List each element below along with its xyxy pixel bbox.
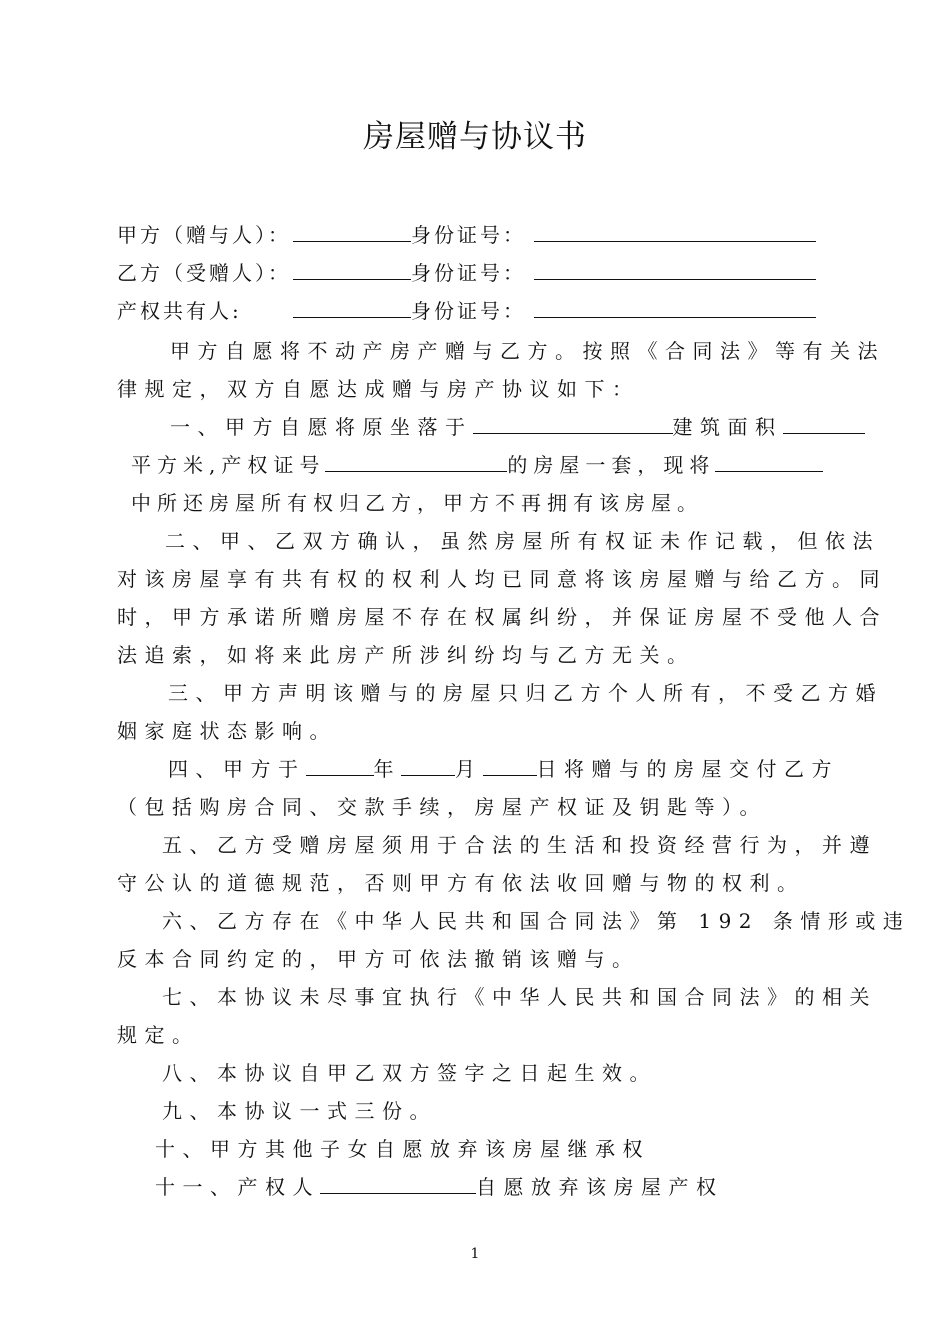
party-a-label: 甲方（赠与人）： — [117, 223, 291, 247]
clause-1-part-b: 建筑面积 — [672, 415, 783, 439]
clause-2-line-1: 二、甲、乙双方确认，虽然房屋所有权证未作记载，但依法 — [165, 529, 880, 553]
party-a-name-blank[interactable] — [293, 219, 411, 242]
clause-10: 十、甲方其他子女自愿放弃该房屋继承权 — [155, 1137, 650, 1161]
clause-3-line-2: 姻家庭状态影响。 — [117, 719, 337, 743]
clause-4-line-2: （包括购房合同、交款手续，房屋产权证及钥匙等）。 — [117, 795, 767, 819]
certificate-number-blank[interactable] — [325, 449, 507, 472]
party-a-id-blank[interactable] — [534, 219, 816, 242]
clause-11-part-b: 自愿放弃该房屋产权 — [476, 1175, 724, 1199]
party-b-id-label: 身份证号： — [411, 261, 526, 285]
clause-2-line-3: 时，甲方承诺所赠房屋不存在权属纠纷，并保证房屋不受他人合 — [117, 605, 887, 629]
party-b-label: 乙方（受赠人）： — [117, 261, 291, 285]
clause-11-part-a: 十一、产权人 — [155, 1175, 320, 1199]
co-owner-line — [117, 293, 816, 329]
clause-7-line-2: 规定。 — [117, 1023, 200, 1047]
clause-8: 八、本协议自甲乙双方签字之日起生效。 — [162, 1061, 657, 1085]
clause-5-line-1: 五、乙方受赠房屋须用于合法的生活和投资经营行为，并遵 — [162, 833, 877, 857]
month-label: 月 — [455, 757, 483, 781]
clause-3-line-1: 三、甲方声明该赠与的房屋只归乙方个人所有，不受乙方婚 — [168, 681, 883, 705]
clause-1-part-a: 一、甲方自愿将原坐落于 — [170, 415, 473, 439]
clause-6-line-2: 反本合同约定的，甲方可依法撤销该赠与。 — [117, 947, 640, 971]
clause-5-line-2: 守公认的道德规范，否则甲方有依法收回赠与物的权利。 — [117, 871, 805, 895]
party-b-name-blank[interactable] — [293, 257, 411, 280]
document-title: 房屋赠与协议书 — [363, 119, 587, 155]
clause-7-line-1: 七、本协议未尽事宜执行《中华人民共和国合同法》的相关 — [162, 985, 877, 1009]
clause-11 — [155, 1169, 724, 1205]
party-b-id-blank[interactable] — [534, 257, 816, 280]
clause-4-part-a: 四、甲方于 — [168, 757, 306, 781]
party-a-line — [117, 217, 816, 253]
owner-blank[interactable] — [715, 449, 823, 472]
intro-line-1: 甲方自愿将不动产房产赠与乙方。按照《合同法》等有关法 — [170, 339, 885, 363]
party-a-id-label: 身份证号： — [411, 223, 526, 247]
property-owner-blank[interactable] — [320, 1171, 476, 1194]
co-owner-name-blank[interactable] — [293, 295, 411, 318]
clause-1-line-3: 中所还房屋所有权归乙方，甲方不再拥有该房屋。 — [131, 491, 703, 515]
clause-1-part-c: 平方米,产权证号 — [131, 453, 326, 477]
page-number: 1 — [470, 1246, 480, 1262]
clause-1-part-d: 的房屋一套，现将 — [507, 453, 716, 477]
year-label: 年 — [373, 757, 401, 781]
clause-9: 九、本协议一式三份。 — [162, 1099, 437, 1123]
area-blank[interactable] — [783, 411, 865, 434]
co-owner-id-blank[interactable] — [534, 295, 816, 318]
clause-2-line-2: 对该房屋享有共有权的权利人均已同意将该房屋赠与给乙方。同 — [117, 567, 887, 591]
clause-4-line-1 — [168, 751, 839, 787]
day-blank[interactable] — [483, 753, 537, 776]
clause-2-line-4: 法追索，如将来此房产所涉纠纷均与乙方无关。 — [117, 643, 695, 667]
party-b-line — [117, 255, 816, 291]
location-blank[interactable] — [473, 411, 673, 434]
clause-4-day-rest: 日将赠与的房屋交付乙方 — [536, 757, 839, 781]
intro-line-2: 律规定，双方自愿达成赠与房产协议如下： — [117, 377, 640, 401]
clause-1-line-2 — [131, 447, 823, 483]
month-blank[interactable] — [401, 753, 455, 776]
clause-1-line-1 — [170, 409, 865, 445]
co-owner-id-label: 身份证号： — [411, 299, 526, 323]
year-blank[interactable] — [306, 753, 374, 776]
clause-6-line-1: 六、乙方存在《中华人民共和国合同法》第 192 条情形或违 — [162, 909, 911, 933]
co-owner-label: 产权共有人: — [117, 299, 242, 323]
